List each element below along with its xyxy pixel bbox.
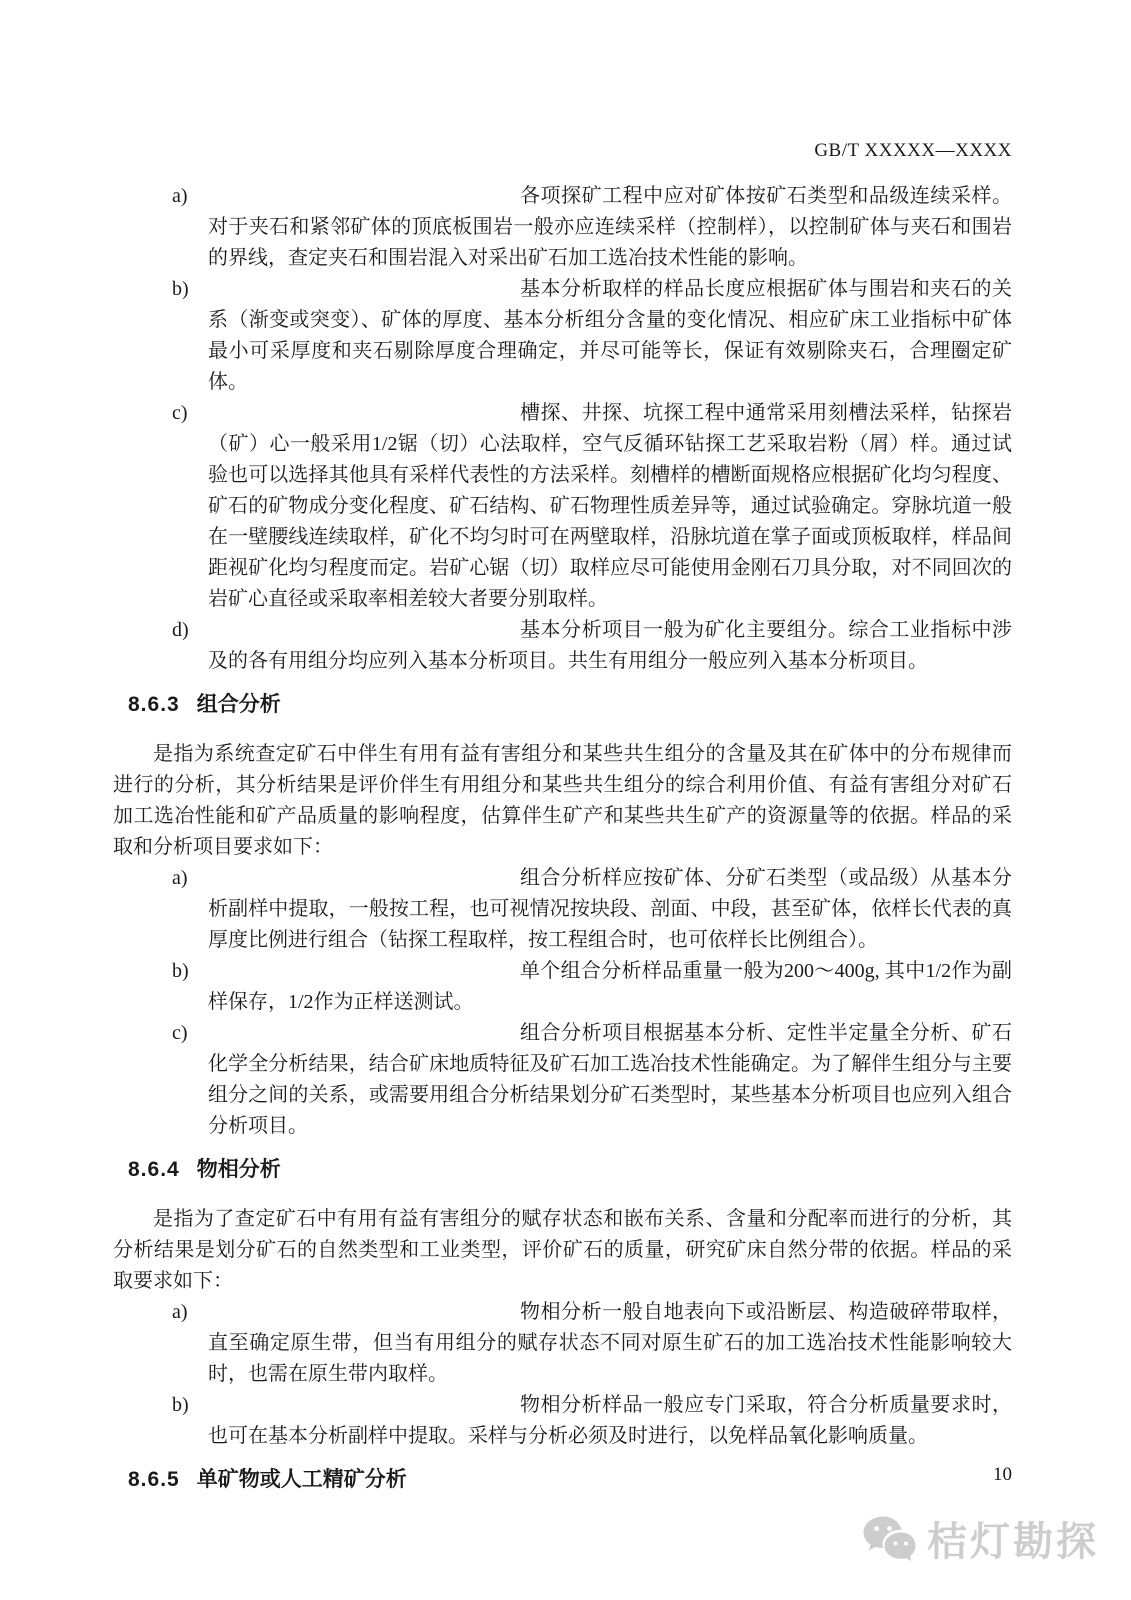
list-item-tag: a) [172,867,188,889]
list-item-text: 基本分析取样的样品长度应根据矿体与围岩和夹石的关系（渐变或突变）、矿体的厚度、基本分析组分含量的变化情况、相应矿床工业指标中矿体最小可采厚度和夹石剔除厚度合理确定，并尽可能等长，保证有效剔除夹石，合理圈定矿体。 [208,278,1012,393]
doc-code: GB/T XXXXX—XXXX [814,140,1012,161]
section-number: 8.6.4 [128,1158,180,1181]
list-item-text: 槽探、井探、坑探工程中通常采用刻槽法采样，钻探岩（矿）心一般采用1/2锯（切）心法取样，空气反循环钻探工艺采取岩粉（屑）样。通过试验也可以选择其他具有采样代表性的方法采样。刻槽样的槽断面规格应根据矿化均匀程度、矿石的矿物成分变化程度、矿石结构、矿石物理性质差异等，通过试验确定。穿脉坑道一般在一壁腰线连续取样，矿化不均匀时可在两壁取样，沿脉坑道在掌子面或顶板取样，样品间距视矿化均匀程度而定。岩矿心锯（切）取样应尽可能使用金刚石刀具分取，对不同回次的岩矿心直径或采取率相差较大者要分别取样。 [208,402,1012,610]
section-number: 8.6.5 [128,1468,180,1491]
list-item-863-a [113,863,1012,956]
section-title: 组合分析 [196,693,281,716]
paragraph-863: 是指为系统查定矿石中伴生有用有益有害组分和某些共生组分的含量及其在矿体中的分布规律而进行的分析，其分析结果是评价伴生有用组分和某些共生组分的综合利用价值、有益有害组分对矿石加工选冶性能和矿产品质量的影响程度，估算伴生矿产和某些共生矿产的资源量等的依据。样品的采取和分析项目要求如下： [113,743,1012,858]
list-item-tag: d) [172,619,189,641]
list-item-863-c [113,1018,1012,1142]
wechat-icon [862,1514,920,1569]
page-header [113,140,1012,162]
list-item-tag: a) [172,1301,188,1323]
section-number: 8.6.3 [128,693,180,716]
list-item-text: 单个组合分析样品重量一般为200～400g, 其中1/2作为副样保存，1/2作为正样送测试。 [208,960,1012,1013]
watermark-label: 桔灯勘探 [927,1519,1099,1564]
section-title: 单矿物或人工精矿分析 [196,1468,407,1491]
list-item-text: 组合分析样应按矿体、分矿石类型（或品级）从基本分析副样中提取，一般按工程，也可视情况按块段、剖面、中段，甚至矿体，依样长代表的真厚度比例进行组合（钻探工程取样，按工程组合时，也可依样长比例组合）。 [208,867,1012,951]
list-item-864-b [113,1390,1012,1452]
list-item-tag: c) [172,402,188,424]
section-heading-863 [128,690,1012,720]
page-number: 10 [993,1464,1012,1485]
paragraph-864: 是指为了查定矿石中有用有益有害组分的赋存状态和嵌布关系、含量和分配率而进行的分析，其分析结果是划分矿石的自然类型和工业类型，评价矿石的质量，研究矿床自然分带的依据。样品的采取要求如下： [113,1208,1012,1292]
list-item-text: 物相分析一般自地表向下或沿断层、构造破碎带取样，直至确定原生带，但当有用组分的赋存状态不同对原生矿石的加工选冶技术性能影响较大时，也需在原生带内取样。 [208,1301,1012,1385]
section-heading-864 [128,1155,1012,1185]
list-item-862-a [113,181,1012,274]
list-item-text: 各项探矿工程中应对矿体按矿石类型和品级连续采样。对于夹石和紧邻矿体的顶底板围岩一般亦应连续采样（控制样），以控制矿体与夹石和围岩的界线，查定夹石和围岩混入对采出矿石加工选冶技术性能的影响。 [208,185,1012,269]
list-item-862-d [113,615,1012,677]
list-item-tag: b) [172,960,189,982]
list-item-863-b [113,956,1012,1018]
list-item-862-b [113,274,1012,398]
list-item-tag: b) [172,1394,189,1416]
list-item-864-a [113,1297,1012,1390]
list-item-tag: b) [172,278,189,300]
page-body [113,181,1012,1514]
list-item-862-c [113,398,1012,615]
list-item-text: 组合分析项目根据基本分析、定性半定量全分析、矿石化学全分析结果，结合矿床地质特征及矿石加工选冶技术性能确定。为了解伴生组分与主要组分之间的关系，或需要用组合分析结果划分矿石类型时，某些基本分析项目也应列入组合分析项目。 [208,1022,1012,1137]
watermark [862,1514,1099,1569]
section-title: 物相分析 [196,1158,281,1181]
list-item-text: 物相分析样品一般应专门采取，符合分析质量要求时，也可在基本分析副样中提取。采样与分析必须及时进行，以免样品氧化影响质量。 [208,1394,1012,1447]
list-item-tag: a) [172,185,188,207]
list-item-text: 基本分析项目一般为矿化主要组分。综合工业指标中涉及的各有用组分均应列入基本分析项目。共生有用组分一般应列入基本分析项目。 [208,619,1012,672]
list-item-tag: c) [172,1022,188,1044]
